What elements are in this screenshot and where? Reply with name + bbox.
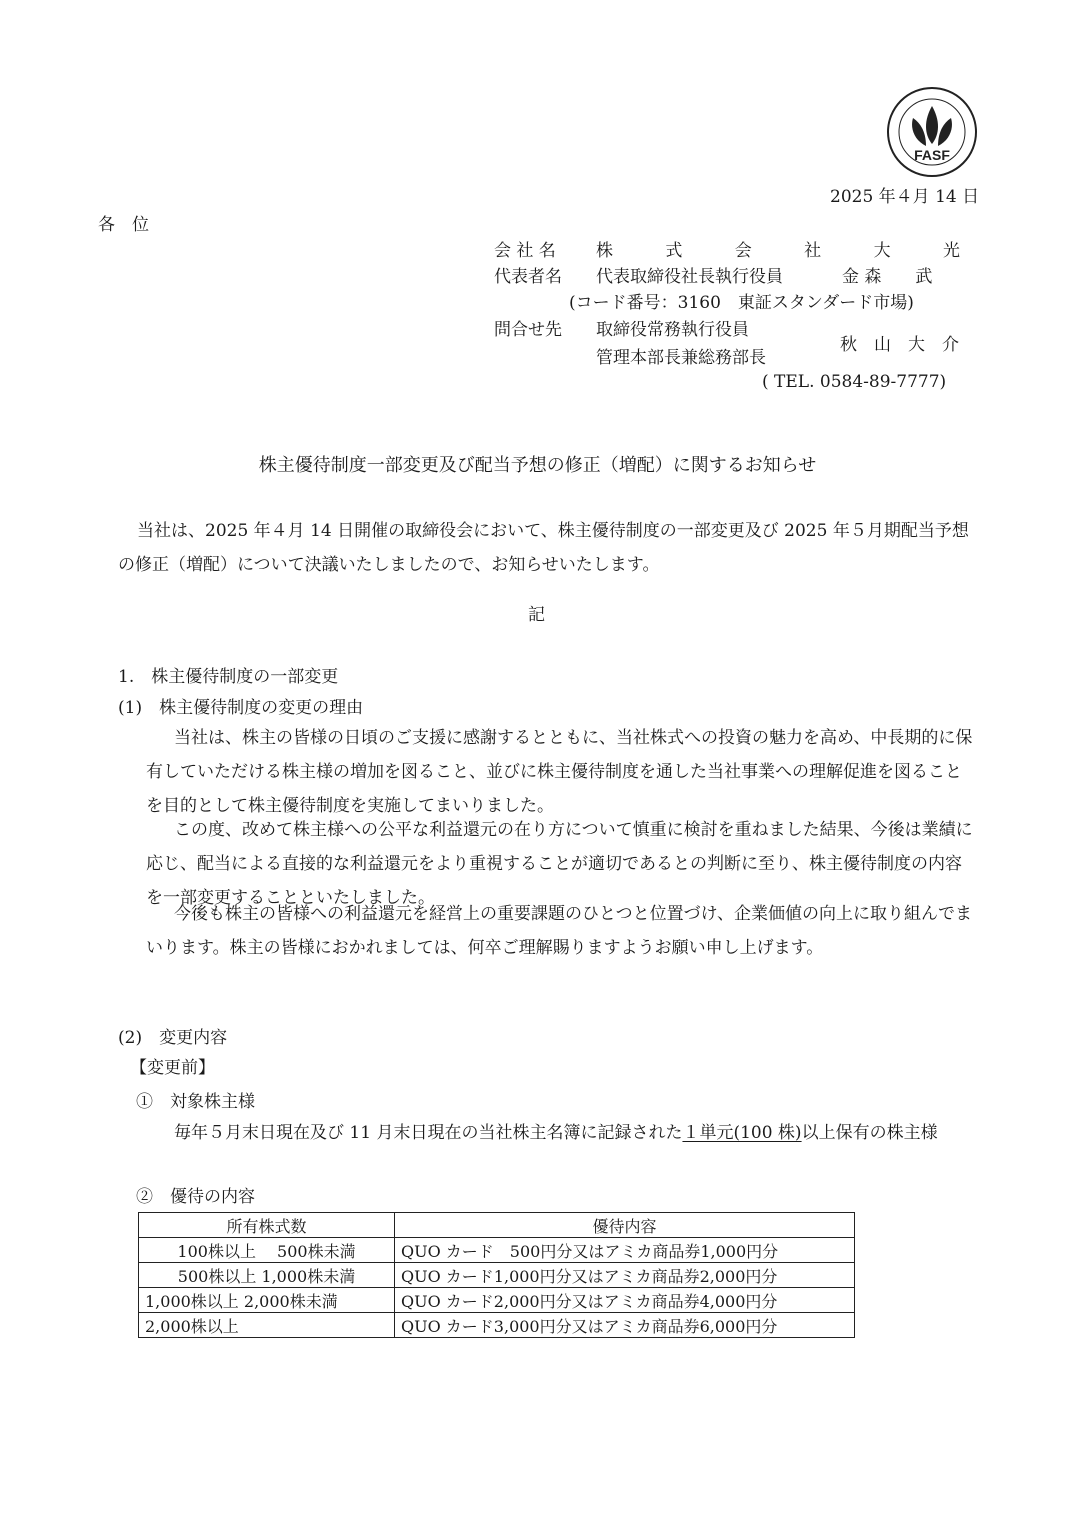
- contact-name: 秋 山 大 介: [840, 335, 959, 355]
- addressee: 各 位: [98, 215, 149, 235]
- contact-title-1: 取締役常務執行役員: [596, 320, 749, 340]
- before-change-label: 【変更前】: [130, 1058, 215, 1078]
- ki-mark: 記: [528, 605, 545, 625]
- date: 2025 年４月 14 日: [830, 187, 980, 207]
- fasf-member-logo: [886, 86, 978, 178]
- unit-underlined: １単元(100 株): [682, 1123, 802, 1143]
- table-header-row: [139, 1213, 855, 1238]
- company-name-label: 会 社 名: [494, 241, 556, 261]
- representative-label: 代表者名: [494, 267, 562, 287]
- table-cell-benefit: QUO カード1,000円分又はアミカ商品券2,000円分: [395, 1263, 855, 1288]
- item-1-label: ① 対象株主様: [136, 1092, 255, 1112]
- table-cell-shares: 100株以上 500株未満: [139, 1238, 395, 1263]
- table-row: [139, 1263, 855, 1288]
- subsection-1-heading: (1) 株主優待制度の変更の理由: [118, 698, 364, 718]
- table-row: [139, 1238, 855, 1263]
- table-row: [139, 1288, 855, 1313]
- document-title: 株主優待制度一部変更及び配当予想の修正（増配）に関するお知らせ: [258, 455, 817, 476]
- section-1-heading: 1. 株主優待制度の一部変更: [118, 667, 339, 687]
- item-1-text: 毎年５月末日現在及び 11 月末日現在の当社株主名簿に記録された１単元(100 株)以上保有の株主様: [174, 1123, 938, 1143]
- contact-label: 問合せ先: [494, 320, 562, 340]
- company-name-value: 株 式 会 社 大 光: [596, 241, 960, 261]
- contact-title-2: 管理本部長兼総務部長: [596, 348, 766, 368]
- table-cell-benefit: QUO カード2,000円分又はアミカ商品券4,000円分: [395, 1288, 855, 1313]
- contact-tel: ( TEL. 0584-89-7777): [762, 372, 947, 392]
- reason-paragraph-3: 今後も株主の皆様への利益還元を経営上の重要課題のひとつと位置づけ、企業価値の向上に取り組んでまいります。株主の皆様におかれましては、何卒ご理解賜りますようお願い申し上げます。: [146, 904, 972, 958]
- table-cell-shares: 500株以上 1,000株未満: [139, 1263, 395, 1288]
- table-cell-shares: 2,000株以上: [139, 1313, 395, 1338]
- intro-paragraph: 当社は、2025 年４月 14 日開催の取締役会において、株主優待制度の一部変更及び 2025 年５月期配当予想の修正（増配）について決議いたしましたので、お知らせいたします。: [118, 521, 969, 575]
- stock-code-line: (コード番号：3160 東証スタンダード市場): [569, 293, 914, 313]
- representative-title: 代表取締役社長執行役員: [596, 267, 783, 287]
- benefit-table: [138, 1212, 855, 1338]
- table-cell-shares: 1,000株以上 2,000株未満: [139, 1288, 395, 1313]
- table-header-shares: 所有株式数: [139, 1213, 395, 1238]
- table-row: [139, 1313, 855, 1338]
- subsection-2-heading: (2) 変更内容: [118, 1028, 228, 1048]
- table-header-benefit: 優待内容: [395, 1213, 855, 1238]
- table-cell-benefit: QUO カード3,000円分又はアミカ商品券6,000円分: [395, 1313, 855, 1338]
- table-cell-benefit: QUO カード 500円分又はアミカ商品券1,000円分: [395, 1238, 855, 1263]
- representative-name: 金 森 武: [842, 267, 933, 287]
- reason-paragraph-1: 当社は、株主の皆様の日頃のご支援に感謝するとともに、当社株式への投資の魅力を高め、中長期的に保有していただける株主様の増加を図ること、並びに株主優待制度を通した当社事業への理解促進を図ることを目的として株主優待制度を実施してまいりました。: [146, 728, 973, 816]
- item-2-label: ② 優待の内容: [136, 1187, 255, 1207]
- reason-paragraph-2: この度、改めて株主様への公平な利益還元の在り方について慎重に検討を重ねました結果、今後は業績に応じ、配当による直接的な利益還元をより重視することが適切であるとの判断に至り、株主優待制度の内容を一部変更することといたしました。: [146, 820, 973, 908]
- logo-text: FASF: [914, 147, 950, 163]
